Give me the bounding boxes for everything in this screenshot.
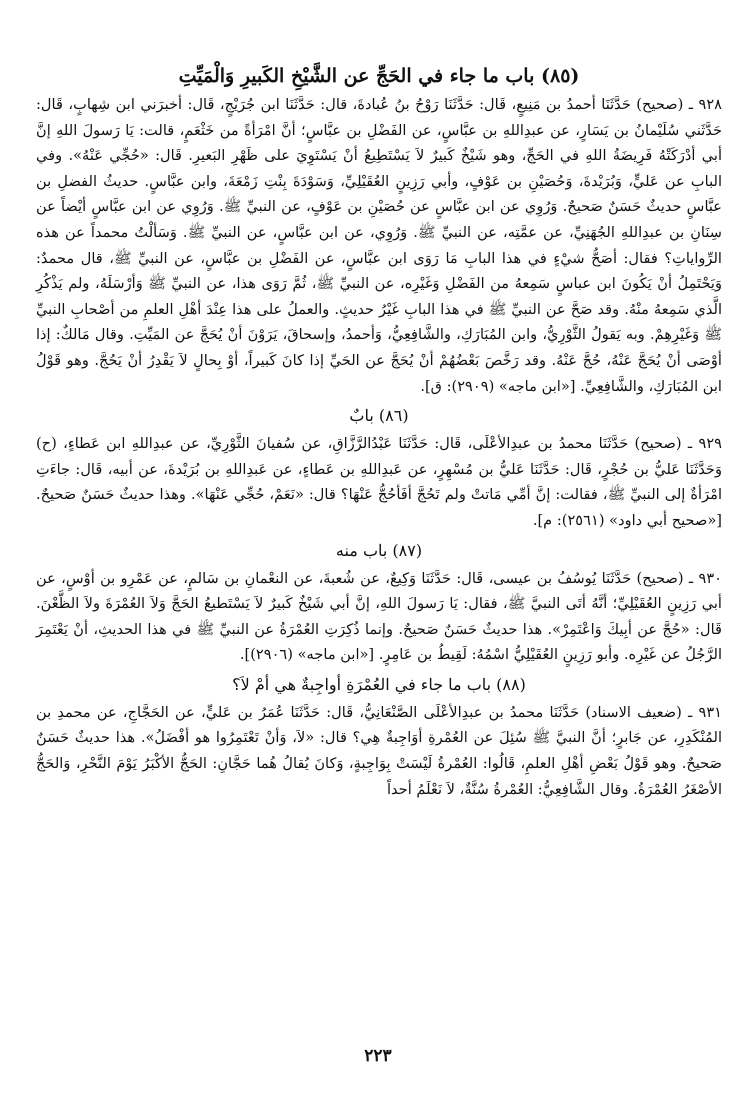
hadith-929: ٩٢٩ ـ (صحيح) حَدَّثَنَا محمدُ بن عبدِالأعْلَى، قَال: حَدَّثَنَا عَبْدُالرَّزَّاقِ، عن سُفيانَ الثَّوْرِيِّ، عن عبدِاللهِ ابن عَطاءٍ، (ح) وَحَدَّثَنَا عَليُّ بن حُجْرٍ، قَال: حَدَّثَنَا عَليُّ بن مُسْهِرٍ، عن عَبدِاللهِ بن عَطاءٍ، عن عَبدِاللهِ بن بُرَيْدةَ، عن أبيه، قَال: جاءَتِ امْرَأةٌ إلى النبيِّ ﷺ، فقالت: إنَّ أمِّي مَاتتْ ولم تَحُجَّ أفَأحُجُّ عَنْهَا؟ قال: «نَعَمْ، حُجِّي عَنْهَا». وهذا حديثٌ حَسَنٌ صَحيحٌ. [«صحيح أبي داود» (٢٥٦١): م].	[36, 435, 722, 529]
hadith-931: ٩٣١ ـ (ضعيف الاسناد) حَدَّثَنَا محمدُ بن عبدِالأعْلَى الصَّنْعَانِيُّ، قَال: حَدَّثَنَا عُمَرُ بن عَليٍّ، عن الحَجَّاجِ، عن محمدِ بن المُنْكَدِرِ، عن جَابرٍ؛ أنَّ النبيَّ ﷺ سُئِلَ عن العُمْرةِ أوَاجِبةٌ هِي؟ قال: «لاَ، وَأنْ تَعْتَمِرُوا هو أفْضَلُ». هذا حديثٌ حَسَنٌ صَحيحٌ. وهو قَوْلُ بَعْضِ أهْلِ العلمِ، قَالُوا: العُمْرةُ لَيْسَتْ بِوَاجِبةٍ، وَكانَ يُقالُ هُما حَجَّانِ: الحَجُّ الأكْبَرُ يَوْمَ النَّحْرِ، وَالحَجُّ الأصْغَرُ العُمْرَةُ. وقال الشَّافِعِيُّ: العُمْرةُ سُنَّةٌ، لاَ نَعْلَمُ أحداً	[36, 703, 722, 798]
hadith-928: ٩٢٨ ـ (صحيح) حَدَّثَنَا أحمدُ بن مَنِيعٍ، قَال: حَدَّثَنَا رَوْحُ بنُ عُبادةَ، قال: حَدَّثَنَا ابن جُرَيْجٍ، قَال: أخبرَني ابن شِهابٍ، قَال: حَدَّثَني سُلَيْمانُ بن يَسَارٍ، عن عبدِاللهِ بن عبَّاسٍ، عن الفَضْلِ بن عبَّاسٍ؛ أنَّ امْرَأةً من خَثْعَمٍ، قالت: يَا رَسولَ اللهِ إنَّ أبي أدْرَكَتْهُ فَرِيضَةُ اللهِ في الحَجِّ، وهو شَيْخٌ كَبيرٌ لاَ يَسْتَطِيعُ أنْ يَسْتَوِيَ على ظَهْرِ البَعيرِ. قَال: «حُجِّي عَنْهُ». وفي البابِ عن عَليٍّ، وَبُرَيْدةَ، وَحُصَيْنِ بن عَوْفٍ، وأبي رَزِينٍ العُقَيْلِيِّ، وَسَوْدَةَ بِنْتِ زَمْعَةَ، وابن عبَّاسٍ. حديثُ الفضلِ بن عبَّاسٍ حديثٌ حَسَنٌ صَحيحٌ. وَرُوِي عن ابن عبَّاسٍ عن حُصَيْنِ بن عَوْفٍ، عن النبيِّ ﷺ. وَرُوِي عن ابن عبَّاسٍ أيْضاً عن سِنَانِ بن عبدِاللهِ الجُهَنِيِّ، عن عمَّتِه، عن النبيِّ ﷺ. وَرُوِي، عن ابن عبَّاسٍ، عن النبيِّ ﷺ. وَسَألْتُ محمداً عن هذه الرِّواياتِ؟ فقال: أصَحُّ شيْءٍ في هذا البابِ مَا رَوَى ابن عبَّاسٍ، عن الفَضْلِ بن عبَّاسٍ، عن النبيِّ ﷺ، قال محمدٌ: وَيَحْتَمِلُ أنْ يَكُونَ ابن عباسٍ سَمِعهُ من الفَضْلِ وَغَيْرِه، عن النبيِّ ﷺ، ثُمَّ رَوَى هذا، عن النبيِّ ﷺ وَأرْسَلَهُ، ولم يَذْكُرِ الَّذي سَمِعهُ منْهُ. وقد صَحَّ عن النبيِّ ﷺ في هذا البابِ غَيْرُ حديثٍ. والعملُ على هذا عِنْدَ أهْلِ العلمِ من أصْحابِ النبيِّ ﷺ وَغَيْرِهِمْ. وبه يَقولُ الثَّوْرِيُّ، وابن المُبَارَكِ، والشَّافِعِيُّ، وَأحمدُ، وإسحاقَ، يَرَوْنَ أنْ يُحَجَّ عن المَيِّتِ. وقال مَالكٌ: إذا أوْصَى أنْ يُحَجَّ عَنْهُ، حُجَّ عَنْهُ. وقد رَخَّصَ بَعْضُهُمْ أنْ يُحَجَّ عن الحَيِّ إذا كانَ كَبيراً، أوْ بِحالٍ لاَ يَقْدِرُ أنْ يَحُجَّ. وهو قَوْلُ ابن المُبَارَكِ، والشَّافِعِيِّ. [«ابن ماجه» (٢٩٠٩): ق].	[36, 96, 722, 395]
page-body	[36, 62, 722, 802]
page-number: ٢٢٣	[364, 1046, 392, 1066]
chapter-heading-86: (٨٦) بابٌ	[349, 406, 409, 426]
hadith-930: ٩٣٠ ـ (صحيح) حَدَّثَنَا يُوسُفُ بن عيسى، قَال: حَدَّثَنَا وَكِيعٌ، عن شُعبةَ، عن النعْمانِ بن سَالمٍ، عن عَمْرِو بن أوْسٍ، عن أبي رَزِينٍ العُقَيْلِيِّ؛ أنَّهُ أتَى النبيَّ ﷺ، فقال: يَا رَسولَ اللهِ، إنَّ أبي شَيْخٌ كَبيرٌ لاَ يَسْتَطيعُ الحَجَّ وَلاَ العُمْرَةَ ولاَ الظَّعْنَ. قَال: «حُجَّ عن أبِيكَ وَاعْتَمِرْ». هذا حديثٌ حَسَنٌ صَحيحٌ. وإنما ذُكِرَتِ العُمْرَةُ عن النبيِّ ﷺ في هذا الحديثِ، أنْ يَعْتَمِرَ الرَّجُلُ عن غَيْرِه. وأبو رَزِينٍ العُقَيْلِيُّ اسْمُهُ: لَقِيطُ بن عَامِرٍ. [«ابن ماجه» (٢٩٠٦)].	[36, 569, 722, 664]
chapter-heading-88: (٨٨) باب ما جاء في العُمْرَةِ أواجِبةٌ هي أمْ لاَ؟	[232, 674, 526, 694]
chapter-heading-85: (٨٥) باب ما جاء في الحَجِّ عن الشَّيْخِ الكَبيرِ وَالْمَيِّتِ	[178, 65, 580, 87]
chapter-heading-87: (٨٧) باب منه	[335, 540, 423, 560]
